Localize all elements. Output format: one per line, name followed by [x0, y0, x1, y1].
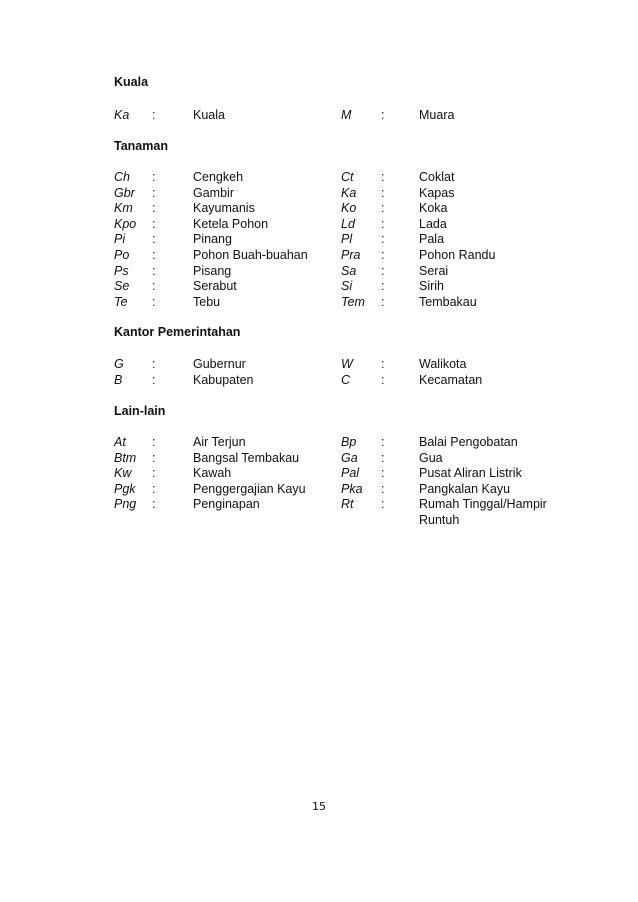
abbreviation-code: Gbr	[114, 185, 135, 200]
separator: :	[152, 232, 156, 247]
abbreviation-row	[114, 108, 554, 124]
abbreviation-row	[114, 186, 554, 202]
section-title-kantor-pemerintahan: Kantor Pemerintahan	[114, 325, 241, 339]
abbreviation-code: Ps	[114, 263, 129, 278]
separator: :	[152, 108, 156, 122]
abbreviation-code: Ch	[114, 170, 130, 184]
separator: :	[381, 216, 385, 231]
abbreviation-code: Kw	[114, 466, 132, 481]
abbreviation-meaning: Kawah	[193, 466, 232, 481]
abbreviation-meaning: Kecamatan	[419, 372, 483, 387]
abbreviation-meaning: Cengkeh	[193, 170, 244, 184]
separator: :	[381, 170, 385, 184]
separator: :	[381, 201, 385, 216]
separator: :	[152, 247, 156, 262]
abbreviation-row	[114, 435, 554, 451]
abbreviation-code: Kpo	[114, 216, 137, 231]
abbreviation-meaning: Gua	[419, 450, 443, 465]
separator: :	[152, 294, 156, 309]
separator: :	[381, 232, 385, 247]
abbreviation-meaning: Pisang	[193, 263, 232, 278]
abbreviation-meaning: Pohon Buah-buahan	[193, 247, 308, 262]
abbreviation-row	[114, 357, 554, 373]
separator: :	[152, 466, 156, 481]
section-title-kuala: Kuala	[114, 75, 149, 89]
separator: :	[152, 497, 156, 512]
abbreviation-row	[114, 497, 554, 528]
abbreviation-list-lain-lain	[114, 435, 554, 529]
abbreviation-row	[114, 466, 554, 482]
separator: :	[152, 263, 156, 278]
abbreviation-meaning: Kayumanis	[193, 201, 255, 216]
abbreviation-meaning: Walikota	[419, 357, 467, 371]
abbreviation-row	[114, 232, 554, 248]
separator: :	[152, 170, 156, 184]
abbreviation-row	[114, 451, 554, 467]
abbreviation-row	[114, 279, 554, 295]
abbreviation-code: Sa	[341, 263, 357, 278]
abbreviation-meaning: Balai Pengobatan	[419, 435, 518, 449]
abbreviation-meaning: Tebu	[193, 294, 221, 309]
abbreviation-row	[114, 217, 554, 233]
separator: :	[152, 435, 156, 449]
abbreviation-code: Bp	[341, 435, 357, 449]
separator: :	[381, 357, 385, 371]
abbreviation-meaning: Gubernur	[193, 357, 246, 371]
abbreviation-code: Ga	[341, 450, 358, 465]
abbreviation-code: Km	[114, 201, 133, 216]
abbreviation-meaning: Sirih	[419, 279, 445, 294]
abbreviation-code: Ld	[341, 216, 355, 231]
section-title-tanaman: Tanaman	[114, 139, 168, 153]
abbreviation-code: Rt	[341, 497, 354, 512]
separator: :	[381, 185, 385, 200]
abbreviation-code: Pgk	[114, 481, 136, 496]
abbreviation-meaning: Ketela Pohon	[193, 216, 269, 231]
abbreviation-meaning: Coklat	[419, 170, 455, 184]
separator: :	[381, 263, 385, 278]
abbreviation-meaning: Rumah Tinggal/Hampir Runtuh	[419, 497, 547, 527]
abbreviation-meaning: Gambir	[193, 185, 234, 200]
separator: :	[152, 201, 156, 216]
section-title-lain-lain: Lain-lain	[114, 404, 166, 418]
abbreviation-row	[114, 201, 554, 217]
separator: :	[152, 279, 156, 294]
separator: :	[381, 497, 385, 512]
abbreviation-code: Ka	[341, 185, 357, 200]
separator: :	[381, 450, 385, 465]
abbreviation-meaning: Pinang	[193, 232, 232, 247]
abbreviation-meaning: Muara	[419, 108, 455, 122]
separator: :	[152, 372, 156, 387]
abbreviation-code: Po	[114, 247, 130, 262]
abbreviation-code: Ko	[341, 201, 357, 216]
abbreviation-meaning: Serabut	[193, 279, 237, 294]
abbreviation-code: W	[341, 357, 353, 371]
abbreviation-row	[114, 248, 554, 264]
separator: :	[381, 108, 385, 122]
abbreviation-code: Pi	[114, 232, 126, 247]
abbreviation-code: G	[114, 357, 124, 371]
abbreviation-code: Se	[114, 279, 130, 294]
separator: :	[152, 357, 156, 371]
abbreviation-code: Te	[114, 294, 128, 309]
abbreviation-meaning: Kuala	[193, 108, 225, 122]
abbreviation-meaning: Koka	[419, 201, 448, 216]
page-number: 15	[312, 800, 326, 813]
abbreviation-code: B	[114, 372, 123, 387]
separator: :	[381, 481, 385, 496]
abbreviation-meaning: Tembakau	[419, 294, 477, 309]
abbreviation-code: Pka	[341, 481, 363, 496]
abbreviation-meaning: Pala	[419, 232, 445, 247]
separator: :	[381, 435, 385, 449]
separator: :	[381, 294, 385, 309]
abbreviation-meaning: Air Terjun	[193, 435, 246, 449]
abbreviation-code: Pl	[341, 232, 353, 247]
abbreviation-row	[114, 264, 554, 280]
abbreviation-meaning: Kapas	[419, 185, 455, 200]
separator: :	[381, 466, 385, 481]
abbreviation-row	[114, 170, 554, 186]
abbreviation-meaning: Serai	[419, 263, 449, 278]
abbreviation-meaning: Lada	[419, 216, 447, 231]
abbreviation-meaning: Penggergajian Kayu	[193, 481, 306, 496]
abbreviation-code: Btm	[114, 450, 137, 465]
abbreviation-row	[114, 295, 554, 311]
abbreviation-code: Ct	[341, 170, 354, 184]
abbreviation-meaning: Penginapan	[193, 497, 260, 512]
separator: :	[152, 185, 156, 200]
abbreviation-code: Ka	[114, 108, 130, 122]
separator: :	[152, 216, 156, 231]
abbreviation-meaning: Bangsal Tembakau	[193, 450, 300, 465]
abbreviation-list-tanaman	[114, 170, 554, 310]
abbreviation-code: Si	[341, 279, 353, 294]
abbreviation-code: At	[114, 435, 126, 449]
abbreviation-code: Pal	[341, 466, 360, 481]
separator: :	[381, 279, 385, 294]
abbreviation-row	[114, 482, 554, 498]
abbreviation-row	[114, 373, 554, 389]
separator: :	[381, 372, 385, 387]
separator: :	[381, 247, 385, 262]
abbreviation-code: Pra	[341, 247, 361, 262]
abbreviation-list-kantor-pemerintahan	[114, 357, 554, 388]
abbreviation-meaning: Pohon Randu	[419, 247, 496, 262]
abbreviation-code: Png	[114, 497, 137, 512]
abbreviation-code: M	[341, 108, 352, 122]
abbreviation-code: Tem	[341, 294, 365, 309]
abbreviation-code: C	[341, 372, 351, 387]
abbreviation-list-kuala	[114, 108, 554, 124]
abbreviation-meaning: Kabupaten	[193, 372, 254, 387]
separator: :	[152, 450, 156, 465]
separator: :	[152, 481, 156, 496]
abbreviation-meaning: Pangkalan Kayu	[419, 481, 511, 496]
abbreviation-meaning: Pusat Aliran Listrik	[419, 466, 522, 481]
